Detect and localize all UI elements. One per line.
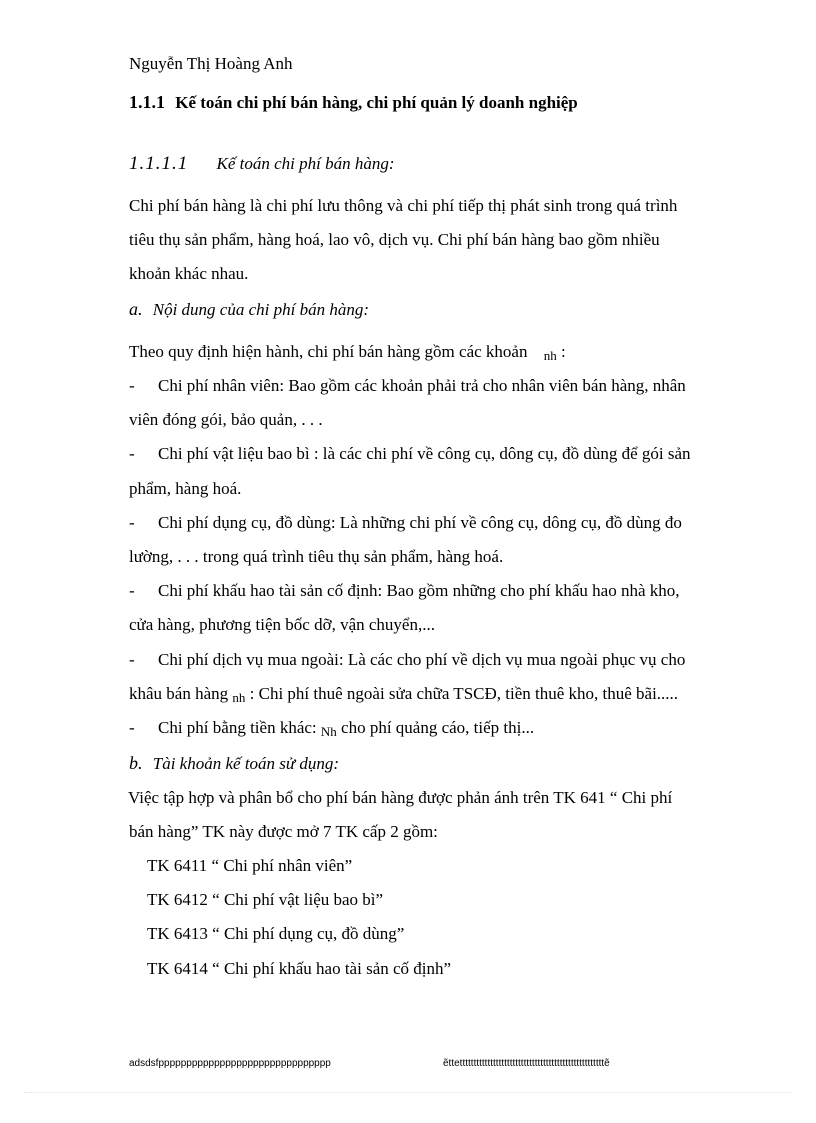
subsection-title: Kế toán chi phí bán hàng:: [216, 154, 395, 173]
intro-line-1: Chi phí bán hàng là chi phí lưu thông và chi phí tiếp thị phát sinh trong quá trình: [129, 196, 678, 215]
list-dash: -: [129, 376, 135, 395]
list-dash: -: [129, 581, 135, 600]
account-item: TK 6411 “ Chi phí nhân viên”: [147, 856, 353, 875]
part-a-title: Nội dung của chi phí bán hàng:: [152, 300, 370, 319]
list-item-continuation: cửa hàng, phương tiện bốc dỡ, vận chuyển,...: [129, 615, 435, 634]
section-number: 1.1.1: [129, 92, 165, 112]
page-bottom-divider: [24, 1092, 792, 1093]
list-item-continuation: phẩm, hàng hoá.: [129, 479, 242, 498]
list-dash: -: [129, 718, 135, 737]
list-item: [129, 444, 691, 464]
account-item: TK 6412 “ Chi phí vật liệu bao bì”: [147, 890, 384, 909]
regulation-line: [129, 342, 566, 366]
list-item-continuation: [129, 684, 678, 708]
list-item: [129, 376, 686, 396]
intro-line-3: khoản khác nhau.: [129, 264, 249, 283]
list-item-text: Chi phí vật liệu bao bì : là các chi phí về công cụ, dông cụ, đồ dùng để gói sản: [158, 444, 691, 463]
list-item: [129, 718, 534, 742]
regulation-tail: :: [560, 342, 566, 361]
section-title: Kế toán chi phí bán hàng, chi phí quản lý doanh nghiệp: [175, 93, 578, 112]
author-name: Nguyễn Thị Hoàng Anh: [129, 54, 293, 73]
list-item: [129, 513, 682, 533]
part-b-marker: b.: [129, 753, 143, 773]
list-item-text: Chi phí dịch vụ mua ngoài: Là các cho phí về dịch vụ mua ngoài phục vụ cho: [158, 650, 686, 669]
list-item-text: Chi phí khấu hao tài sản cố định: Bao gồm những cho phí khấu hao nhà kho,: [158, 581, 680, 600]
list-item-text-end: : Chi phí thuê ngoài sửa chữa TSCĐ, tiền thuê kho, thuê bãi.....: [245, 684, 679, 703]
part-a-heading: [129, 299, 369, 320]
list-dash: -: [129, 650, 135, 669]
subsection-heading: [129, 154, 395, 174]
subsection-number: 1.1.1.1: [129, 153, 189, 174]
account-intro-line-2: bán hàng” TK này được mở 7 TK cấp 2 gồm:: [129, 822, 438, 841]
list-item-text-end: cho phí quảng cáo, tiếp thị...: [336, 718, 535, 737]
part-b-heading: [129, 753, 339, 774]
list-item-text-start: Chi phí bằng tiền khác:: [158, 718, 321, 737]
account-item: TK 6414 “ Chi phí khấu hao tài sản cố định”: [147, 959, 452, 978]
account-intro-line-1: Việc tập hợp và phân bổ cho phí bán hàng được phản ánh trên TK 641 “ Chi phí: [128, 788, 673, 807]
list-item-small-text: nh: [232, 690, 246, 705]
list-item-text: Chi phí nhân viên: Bao gồm các khoản phải trả cho nhân viên bán hàng, nhân: [158, 376, 686, 395]
list-item-continuation: lường, . . . trong quá trình tiêu thụ sản phẩm, hàng hoá.: [129, 547, 504, 566]
list-item-text: Chi phí dụng cụ, đồ dùng: Là những chi phí về công cụ, dông cụ, đồ dùng đo: [158, 513, 682, 532]
account-item: TK 6413 “ Chi phí dụng cụ, đồ dùng”: [147, 924, 405, 943]
section-heading: [129, 92, 578, 113]
footer-right-text: ẽttettttttttttttttttttttttttttttttttttttttttttttttttttttẽ: [443, 1058, 610, 1069]
list-dash: -: [129, 513, 135, 532]
regulation-small-text: nh: [543, 348, 557, 363]
regulation-text: Theo quy định hiện hành, chi phí bán hàng gồm các khoản: [129, 342, 528, 361]
list-item-text-start: khâu bán hàng: [129, 684, 233, 703]
part-a-marker: a.: [129, 299, 143, 319]
list-item-small-text: Nh: [320, 724, 337, 739]
intro-line-2: tiêu thụ sản phẩm, hàng hoá, lao vô, dịch vụ. Chi phí bán hàng bao gồm nhiều: [129, 230, 660, 249]
list-dash: -: [129, 444, 135, 463]
part-b-title: Tài khoản kế toán sử dụng:: [152, 754, 340, 773]
list-item: [129, 581, 680, 601]
footer-left-text: adsdsfppppppppppppppppppppppppppppppp: [129, 1058, 331, 1069]
list-item-continuation: viên đóng gói, bảo quản, . . .: [129, 410, 323, 429]
list-item: [129, 650, 685, 670]
